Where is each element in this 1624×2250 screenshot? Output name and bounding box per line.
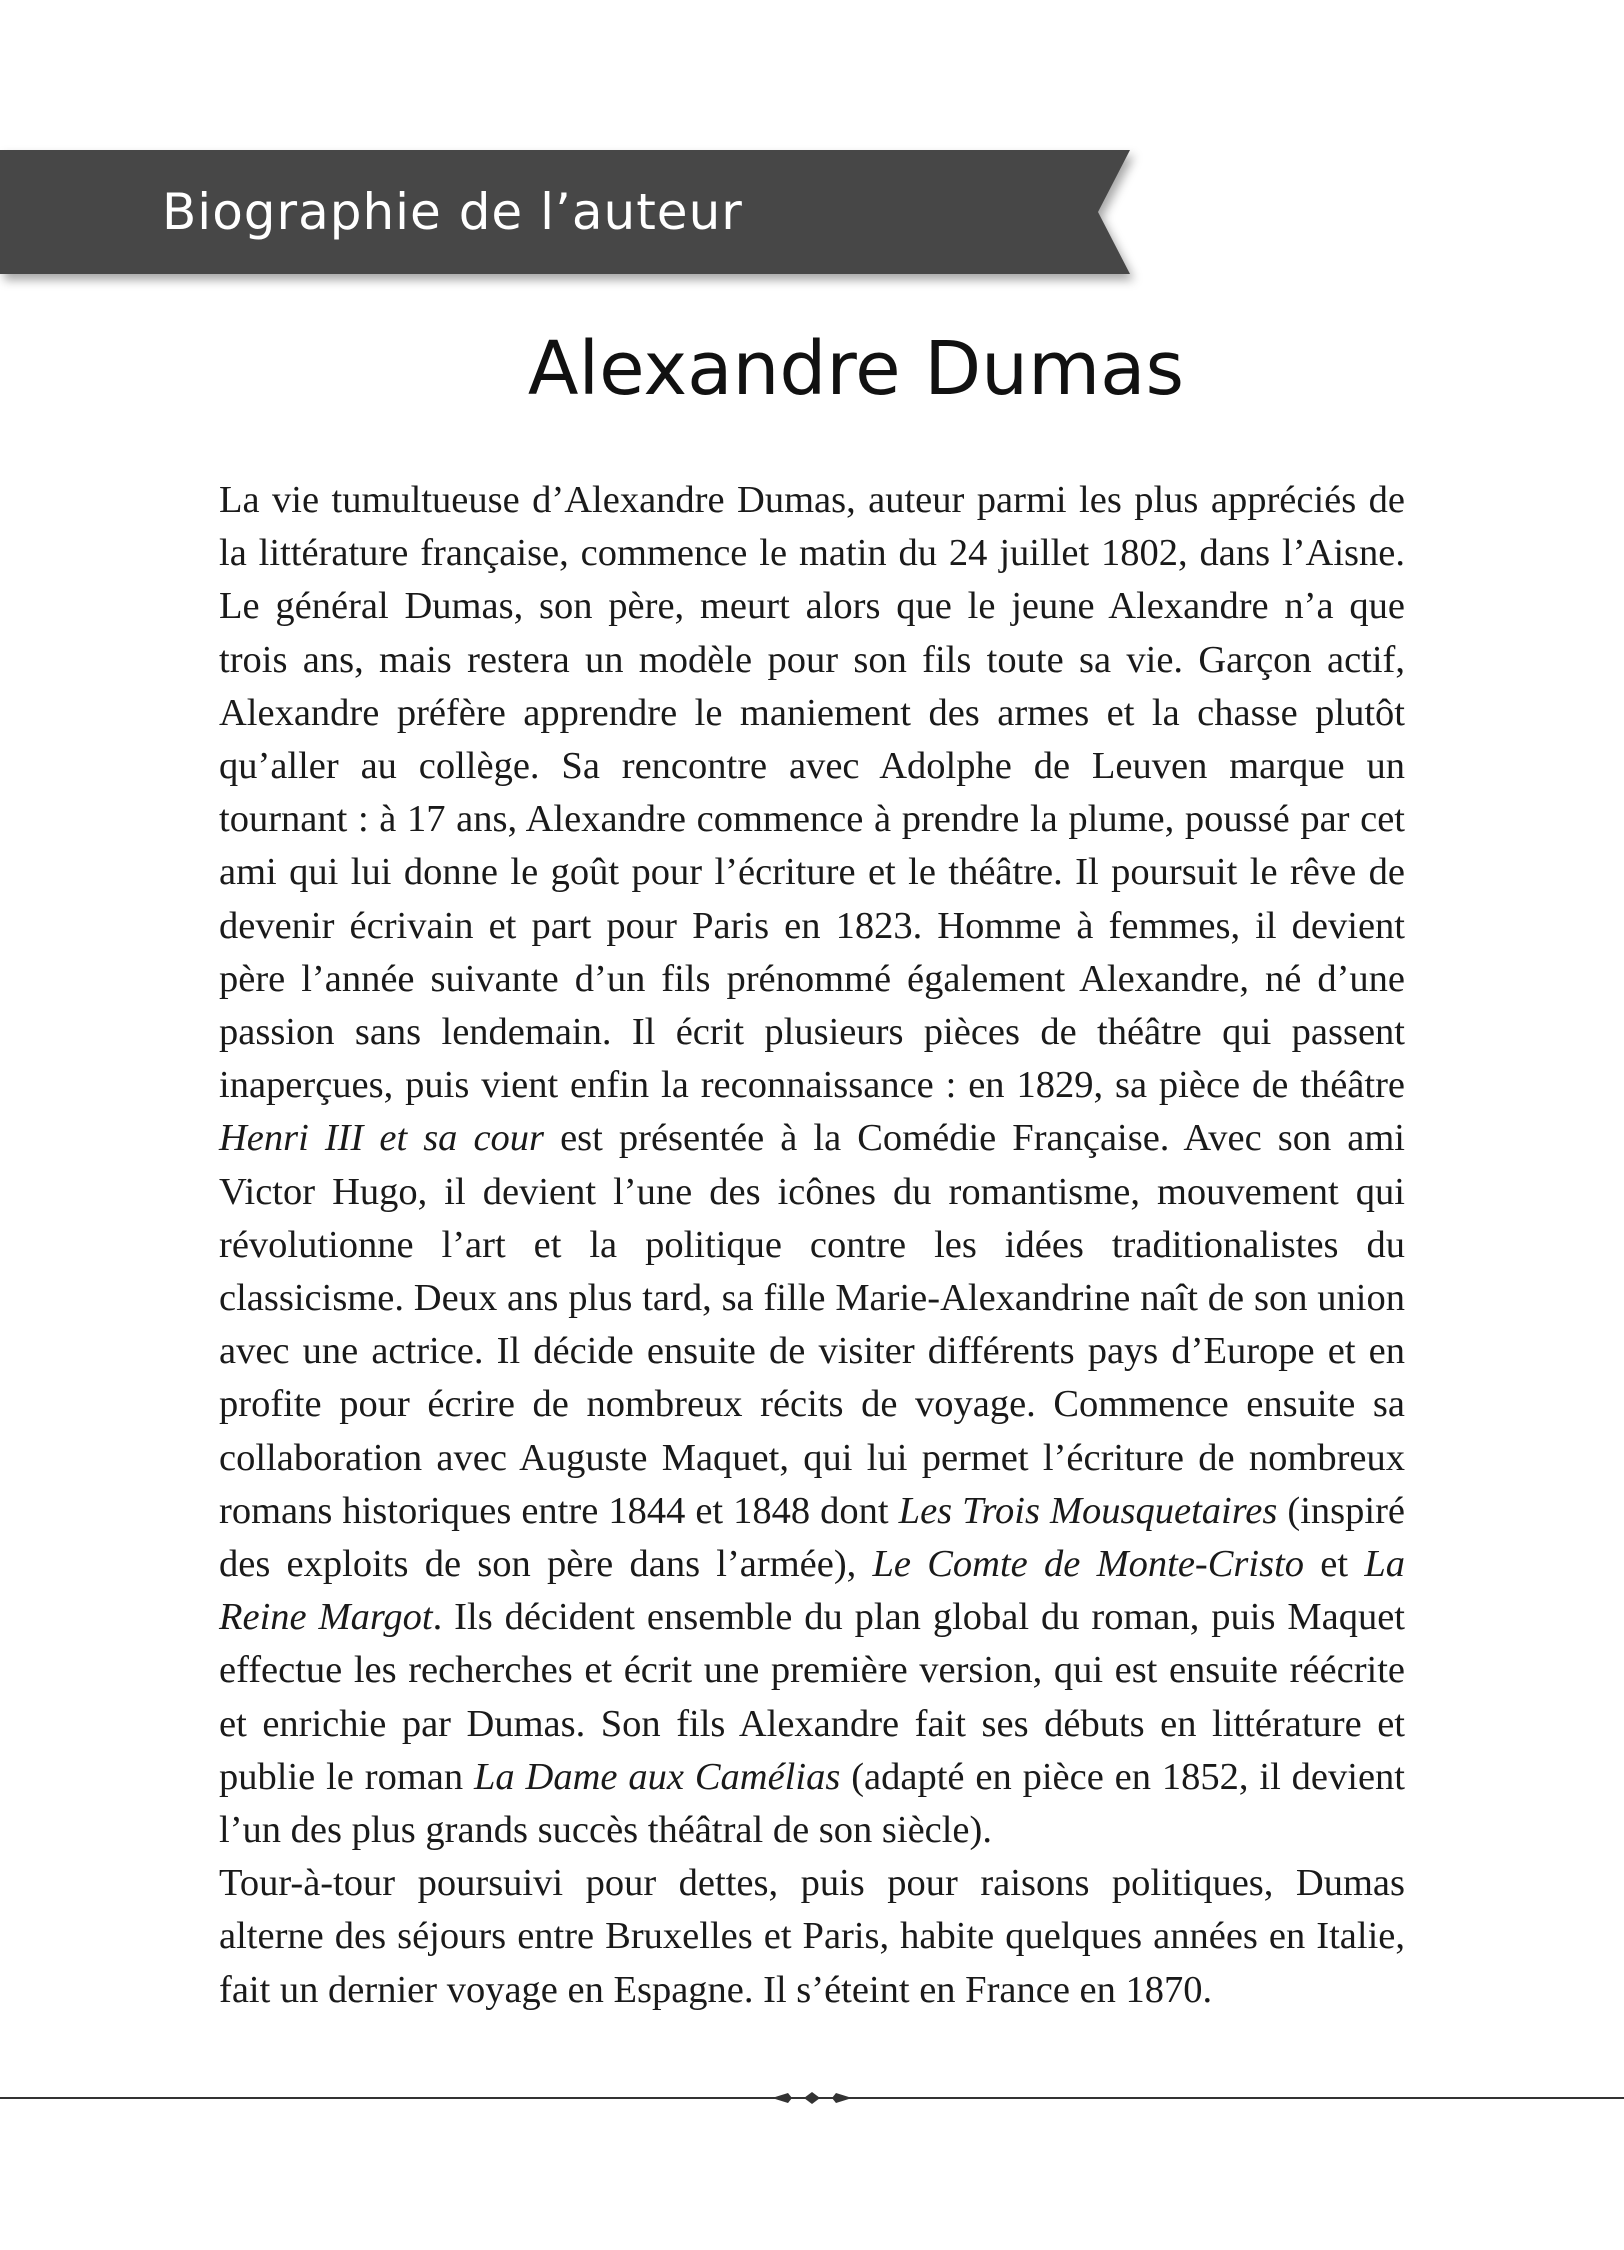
work-title-dame-aux-camelias: La Dame aux Camélias (474, 1755, 841, 1798)
work-title-monte-cristo: Le Comte de Monte-Cristo (872, 1543, 1305, 1586)
text-run: (inspiré des exploits de son père dans l’armée), (219, 1489, 1406, 1586)
section-label: Biographie de l’auteur (162, 183, 743, 241)
section-banner (0, 150, 1130, 274)
paragraph-2: Tour-à-tour poursuivi pour dettes, puis pour raisons politiques, Dumas alterne des séjours entre Bruxelles et Paris, habite quelques années en Italie, fait un dernier voyage en Espagne. Il s’éteint en France en 1870. (219, 1862, 1405, 2011)
text-run: est présentée à la Comédie Française. Avec son ami Victor Hugo, il devient l’une des icônes du romantisme, mouvement qui révolutionne l’art et la politique contre les idées traditionalistes du classicisme. Deux ans plus tard, sa fille Marie-Alexandrine naît de son union avec une actrice. Il décide ensuite de visiter différents pays d’Europe et en profite pour écrire de nombreux récits de voyage. Commence ensuite sa collaboration avec Auguste Maquet, qui lui permet l’écriture de nombreux romans historiques entre 1844 et 1848 dont (219, 1117, 1406, 1532)
three-diamonds-icon (0, 2088, 1624, 2108)
work-title-henri-iii: Henri III et sa cour (219, 1117, 545, 1160)
page-title: Alexandre Dumas (527, 326, 1185, 412)
text-run: (adapté en pièce en 1852, il devient l’un des plus grands succès théâtral de son siècle). (219, 1755, 1405, 1852)
biography-text (219, 474, 1405, 2017)
text-run: La vie tumultueuse d’Alexandre Dumas, auteur parmi les plus appréciés de la littérature française, commence le matin du 24 juillet 1802, dans l’Aisne. Le général Dumas, son père, meurt alors que le jeune Alexandre n’a que trois ans, mais restera un modèle pour son fils toute sa vie. Garçon actif, Alexandre préfère apprendre le maniement des armes et la chasse plutôt qu’aller au collège. Sa rencontre avec Adolphe de Leuven marque un tournant : à 17 ans, Alexandre commence à prendre la plume, poussé par cet ami qui lui donne le goût pour l’écriture et le théâtre. Il poursuit le rêve de devenir écrivain et part pour Paris en 1823. Homme à femmes, il devient père l’année suivante d’un fils prénommé également Alexandre, né d’une passion sans lendemain. Il écrit plusieurs pièces de théâtre qui passent inaperçues, puis vient enfin la reconnaissance : en 1829, sa pièce de théâtre (219, 479, 1405, 1107)
text-run: et (1304, 1543, 1365, 1586)
work-title-reine-margot: La Reine Margot (219, 1543, 1405, 1639)
work-title-trois-mousquetaires: Les Trois Mousquetaires (898, 1489, 1278, 1532)
footer-divider (0, 2088, 1624, 2108)
paragraph-1 (219, 474, 1405, 1857)
text-run: . Ils décident ensemble du plan global du roman, puis Maquet effectue les recherches et écrit une première version, qui est ensuite réécrite et enrichie par Dumas. Son fils Alexandre fait ses débuts en littérature et publie le roman (219, 1596, 1405, 1798)
